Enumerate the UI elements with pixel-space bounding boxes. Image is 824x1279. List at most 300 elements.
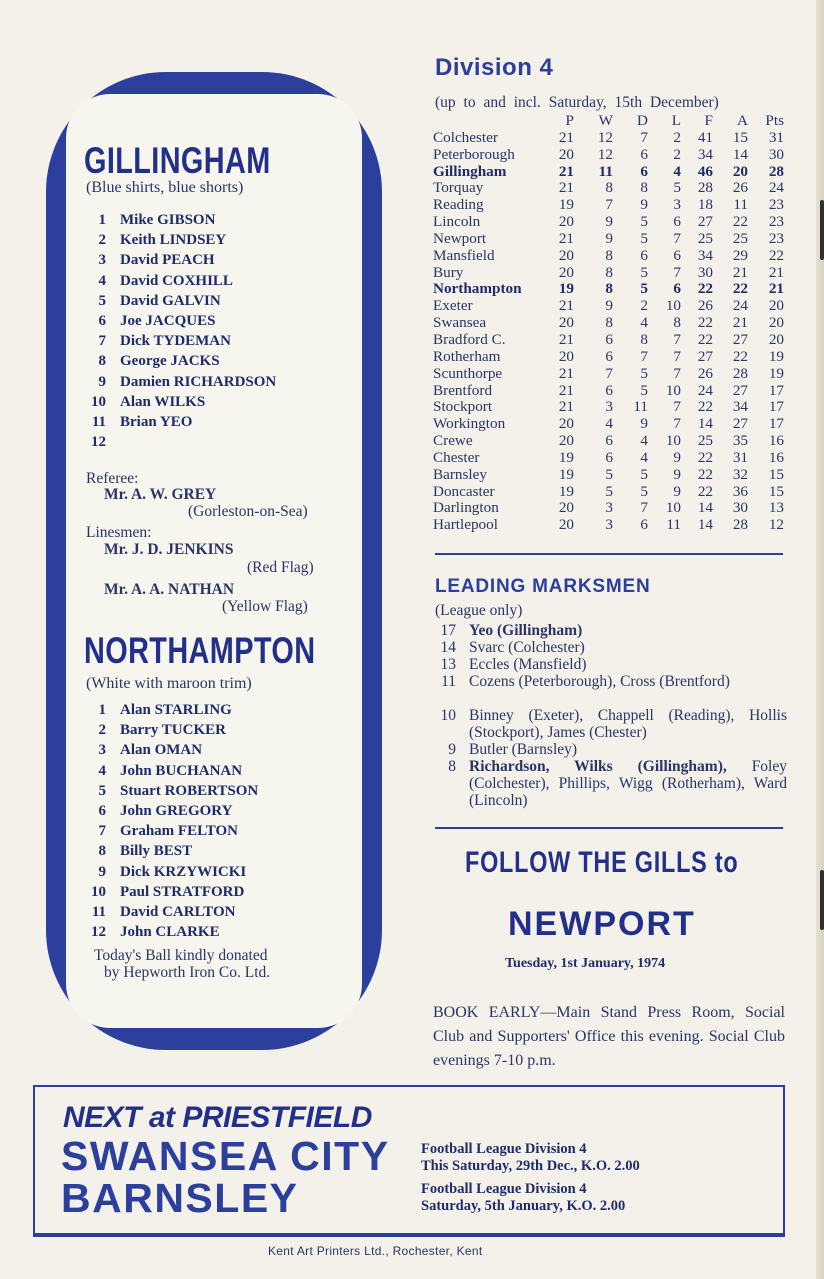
player-number: 11 xyxy=(91,903,106,920)
league-cell-w: 8 xyxy=(605,246,613,264)
league-header-p: P xyxy=(565,112,574,129)
player-name: David COXHILL xyxy=(120,272,233,289)
player-number: 3 xyxy=(98,252,106,269)
follow-destination: NEWPORT xyxy=(508,905,696,943)
league-cell-l: 9 xyxy=(673,448,681,466)
league-cell-f: 22 xyxy=(697,448,713,466)
league-cell-pts: 22 xyxy=(768,246,784,264)
player-name: Brian YEO xyxy=(120,413,193,430)
player-name: John CLARKE xyxy=(120,924,220,941)
player-number: 8 xyxy=(98,353,106,370)
player-name: Alan WILKS xyxy=(120,393,206,410)
league-cell-f: 26 xyxy=(697,364,713,382)
league-row xyxy=(433,214,784,231)
referee-name: Mr. A. W. GREY xyxy=(104,486,217,503)
marksman-names: Eccles (Mansfield) xyxy=(469,656,587,673)
league-cell-f: 22 xyxy=(697,330,713,348)
league-cell-p: 20 xyxy=(558,415,574,433)
player-row xyxy=(86,884,326,904)
league-cell-d: 5 xyxy=(640,229,648,247)
league-cell-w: 7 xyxy=(605,364,613,382)
league-row xyxy=(433,180,784,197)
league-team-name: Darlington xyxy=(433,499,499,517)
league-cell-l: 10 xyxy=(665,499,681,517)
player-row xyxy=(86,293,326,313)
gillingham-player-list xyxy=(86,212,326,454)
league-cell-a: 22 xyxy=(732,213,748,231)
printer-credit: Kent Art Printers Ltd., Rochester, Kent xyxy=(268,1244,483,1258)
player-row xyxy=(86,232,326,252)
league-cell-a: 31 xyxy=(732,448,748,466)
league-cell-l: 6 xyxy=(673,280,681,298)
referee-town: (Gorleston-on-Sea) xyxy=(188,503,308,520)
player-name: Billy BEST xyxy=(120,843,193,860)
player-row xyxy=(86,212,326,232)
league-cell-l: 6 xyxy=(673,246,681,264)
league-cell-f: 27 xyxy=(697,213,713,231)
league-cell-p: 21 xyxy=(558,297,574,315)
league-cell-l: 9 xyxy=(673,465,681,483)
linesman1-name: Mr. J. D. JENKINS xyxy=(104,541,234,558)
player-number: 8 xyxy=(98,843,106,860)
league-cell-d: 4 xyxy=(640,448,648,466)
league-row xyxy=(433,517,784,534)
marksman-goals: 14 xyxy=(440,639,456,656)
league-team-name: Reading xyxy=(433,196,484,214)
league-cell-w: 5 xyxy=(605,482,613,500)
player-row xyxy=(86,434,326,454)
league-cell-d: 6 xyxy=(640,516,648,534)
league-cell-f: 18 xyxy=(697,196,713,214)
league-cell-a: 20 xyxy=(732,162,748,180)
league-cell-p: 20 xyxy=(558,347,574,365)
player-row xyxy=(86,273,326,293)
league-cell-d: 4 xyxy=(640,432,648,450)
league-cell-w: 11 xyxy=(598,162,613,180)
league-team-name: Crewe xyxy=(433,432,473,450)
league-cell-a: 28 xyxy=(732,364,748,382)
player-row xyxy=(86,783,326,803)
league-cell-pts: 19 xyxy=(768,364,784,382)
league-cell-pts: 21 xyxy=(768,263,784,281)
league-cell-w: 6 xyxy=(605,330,613,348)
league-cell-f: 34 xyxy=(697,145,713,163)
league-cell-a: 24 xyxy=(732,297,748,315)
marksman-names-rest: Foley (Colchester), Phillips, Wigg (Rotherham), Ward (Lincoln) xyxy=(469,758,787,809)
league-cell-f: 22 xyxy=(697,398,713,416)
league-row xyxy=(433,484,784,501)
league-cell-pts: 20 xyxy=(768,330,784,348)
league-team-name: Stockport xyxy=(433,398,493,416)
marksman-goals: 17 xyxy=(440,622,456,639)
league-row xyxy=(433,248,784,265)
league-cell-f: 25 xyxy=(697,432,713,450)
league-cell-a: 36 xyxy=(732,482,748,500)
league-cell-w: 8 xyxy=(605,280,613,298)
player-row xyxy=(86,414,326,434)
league-cell-pts: 15 xyxy=(768,482,784,500)
league-cell-a: 21 xyxy=(732,314,748,332)
league-cell-d: 6 xyxy=(640,145,648,163)
league-cell-pts: 30 xyxy=(768,145,784,163)
player-number: 6 xyxy=(98,802,106,819)
league-cell-l: 8 xyxy=(673,314,681,332)
league-cell-a: 21 xyxy=(732,263,748,281)
league-row xyxy=(433,281,784,298)
league-cell-l: 7 xyxy=(673,330,681,348)
league-cell-p: 20 xyxy=(558,516,574,534)
league-row xyxy=(433,130,784,147)
league-cell-a: 30 xyxy=(732,499,748,517)
marksman-entry xyxy=(430,639,790,656)
league-team-name: Bradford C. xyxy=(433,330,506,348)
league-cell-a: 25 xyxy=(732,229,748,247)
league-cell-l: 10 xyxy=(665,381,681,399)
ball-donor-line1: Today's Ball kindly donated xyxy=(94,947,268,964)
player-number: 4 xyxy=(98,272,106,289)
league-row xyxy=(433,500,784,517)
player-row xyxy=(86,353,326,373)
league-team-name: Gillingham xyxy=(433,162,507,180)
league-cell-f: 22 xyxy=(697,314,713,332)
marksman-goals: 9 xyxy=(448,741,456,758)
league-cell-l: 11 xyxy=(666,516,681,534)
marksman-entry xyxy=(430,707,790,741)
league-team-name: Mansfield xyxy=(433,246,495,264)
player-number: 10 xyxy=(91,393,106,410)
league-cell-f: 22 xyxy=(697,482,713,500)
league-cell-d: 2 xyxy=(640,297,648,315)
marksmen-subtitle: (League only) xyxy=(435,602,523,619)
league-cell-p: 19 xyxy=(558,465,574,483)
league-cell-l: 7 xyxy=(673,263,681,281)
league-cell-l: 4 xyxy=(673,162,681,180)
follow-heading: FOLLOW THE GILLS to xyxy=(465,846,739,879)
marksman-names-bold: Richardson, Wilks (Gillingham), xyxy=(469,758,727,775)
league-cell-a: 22 xyxy=(732,280,748,298)
league-cell-p: 20 xyxy=(558,213,574,231)
marksman-names xyxy=(469,758,787,809)
league-cell-f: 24 xyxy=(697,381,713,399)
league-row xyxy=(433,366,784,383)
league-header-team xyxy=(433,113,552,130)
league-cell-p: 21 xyxy=(558,128,574,146)
league-cell-p: 20 xyxy=(558,314,574,332)
fixture-1 xyxy=(421,1141,640,1175)
league-cell-d: 6 xyxy=(640,246,648,264)
player-number: 9 xyxy=(98,373,106,390)
marksman-names: Svarc (Colchester) xyxy=(469,639,585,656)
league-row xyxy=(433,383,784,400)
league-team-name: Workington xyxy=(433,415,506,433)
league-header-f: F xyxy=(704,112,713,129)
league-cell-a: 27 xyxy=(732,415,748,433)
league-cell-pts: 23 xyxy=(768,229,784,247)
league-team-name: Doncaster xyxy=(433,482,495,500)
player-name: Paul STRATFORD xyxy=(120,883,245,900)
league-team-name: Brentford xyxy=(433,381,493,399)
league-team-name: Lincoln xyxy=(433,213,481,231)
league-row xyxy=(433,349,784,366)
division-title: Division 4 xyxy=(435,54,554,81)
league-team-name: Colchester xyxy=(433,128,498,146)
player-row xyxy=(86,763,326,783)
league-cell-pts: 17 xyxy=(768,415,784,433)
marksman-goals: 8 xyxy=(448,758,456,775)
league-team-name: Torquay xyxy=(433,179,484,197)
league-cell-w: 3 xyxy=(605,516,613,534)
league-cell-w: 9 xyxy=(605,229,613,247)
player-name: George JACKS xyxy=(120,353,220,370)
player-name: Damien RICHARDSON xyxy=(120,373,277,390)
league-cell-l: 10 xyxy=(665,432,681,450)
fixture-2-competition: Football League Division 4 xyxy=(421,1181,587,1197)
ball-donor-line2: by Hepworth Iron Co. Ltd. xyxy=(104,964,271,981)
league-team-name: Bury xyxy=(433,263,464,281)
league-cell-d: 5 xyxy=(640,465,648,483)
league-cell-p: 21 xyxy=(558,330,574,348)
league-cell-pts: 16 xyxy=(768,448,784,466)
league-cell-f: 34 xyxy=(697,246,713,264)
league-cell-pts: 13 xyxy=(768,499,784,517)
fixture-1-date: This Saturday, 29th Dec., K.O. 2.00 xyxy=(421,1158,640,1174)
player-number: 5 xyxy=(98,292,106,309)
northampton-player-list xyxy=(86,702,326,944)
league-cell-pts: 31 xyxy=(768,128,784,146)
fixture-2-date: Saturday, 5th January, K.O. 2.00 xyxy=(421,1198,626,1214)
league-cell-w: 9 xyxy=(605,213,613,231)
league-cell-l: 7 xyxy=(673,398,681,416)
league-cell-d: 5 xyxy=(640,213,648,231)
league-cell-pts: 20 xyxy=(768,297,784,315)
league-cell-p: 19 xyxy=(558,280,574,298)
league-row xyxy=(433,433,784,450)
league-team-name: Hartlepool xyxy=(433,516,498,534)
league-cell-p: 20 xyxy=(558,145,574,163)
league-cell-f: 41 xyxy=(697,128,713,146)
marksman-entry xyxy=(430,741,790,758)
league-cell-w: 6 xyxy=(605,347,613,365)
league-row xyxy=(433,147,784,164)
league-cell-a: 26 xyxy=(732,179,748,197)
league-cell-w: 6 xyxy=(605,432,613,450)
league-header-w: W xyxy=(598,112,613,129)
binding-mark xyxy=(820,200,824,260)
league-cell-w: 6 xyxy=(605,448,613,466)
marksman-entry xyxy=(430,758,790,809)
league-cell-w: 3 xyxy=(605,398,613,416)
player-row xyxy=(86,924,326,944)
league-cell-w: 3 xyxy=(605,499,613,517)
marksman-entry xyxy=(430,673,790,707)
league-cell-d: 8 xyxy=(640,330,648,348)
player-name: Dick KRZYWICKI xyxy=(120,863,247,880)
league-row xyxy=(433,197,784,214)
league-table xyxy=(433,113,784,534)
referee-label: Referee: xyxy=(86,470,139,487)
league-team-name: Northampton xyxy=(433,280,522,298)
league-row xyxy=(433,164,784,181)
league-cell-p: 21 xyxy=(558,381,574,399)
player-name: Alan OMAN xyxy=(120,742,203,759)
league-cell-l: 2 xyxy=(673,128,681,146)
booking-note: BOOK EARLY—Main Stand Press Room, Social Club and Supporters' Office this evening. Social Club evenings 7-10 p.m. xyxy=(433,1004,785,1069)
league-cell-d: 5 xyxy=(640,364,648,382)
player-number: 4 xyxy=(98,762,106,779)
player-row xyxy=(86,702,326,722)
fixture-2 xyxy=(421,1181,625,1215)
league-cell-a: 32 xyxy=(732,465,748,483)
league-cell-p: 19 xyxy=(558,482,574,500)
league-cell-pts: 20 xyxy=(768,314,784,332)
player-row xyxy=(86,742,326,762)
player-name: Keith LINDSEY xyxy=(120,232,227,249)
league-cell-d: 6 xyxy=(640,162,648,180)
league-cell-a: 14 xyxy=(732,145,748,163)
league-row xyxy=(433,298,784,315)
northampton-kit: (White with maroon trim) xyxy=(86,675,252,692)
league-row xyxy=(433,399,784,416)
league-cell-a: 34 xyxy=(732,398,748,416)
league-cell-pts: 23 xyxy=(768,196,784,214)
league-team-name: Barnsley xyxy=(433,465,487,483)
league-cell-pts: 17 xyxy=(768,381,784,399)
league-cell-l: 5 xyxy=(673,179,681,197)
league-team-name: Peterborough xyxy=(433,145,515,163)
league-team-name: Newport xyxy=(433,229,487,247)
player-number: 7 xyxy=(98,333,106,350)
linesmen-label: Linesmen: xyxy=(86,524,152,541)
league-row xyxy=(433,231,784,248)
league-cell-l: 10 xyxy=(665,297,681,315)
league-header-l: L xyxy=(671,112,681,129)
league-cell-pts: 19 xyxy=(768,347,784,365)
league-cell-d: 7 xyxy=(640,347,648,365)
player-number: 2 xyxy=(98,722,106,739)
league-cell-a: 15 xyxy=(732,128,748,146)
marksman-goals: 13 xyxy=(440,656,456,673)
player-name: Barry TUCKER xyxy=(120,722,226,739)
player-name: John BUCHANAN xyxy=(120,762,243,779)
league-cell-d: 5 xyxy=(640,263,648,281)
league-cell-f: 22 xyxy=(697,465,713,483)
league-cell-w: 8 xyxy=(605,179,613,197)
player-row xyxy=(86,394,326,414)
league-header-a: A xyxy=(737,112,748,129)
league-row xyxy=(433,467,784,484)
league-cell-w: 4 xyxy=(605,415,613,433)
league-team-name: Exeter xyxy=(433,297,473,315)
league-row xyxy=(433,416,784,433)
player-number: 2 xyxy=(98,232,106,249)
league-cell-l: 7 xyxy=(673,229,681,247)
player-row xyxy=(86,823,326,843)
player-row xyxy=(86,803,326,823)
league-cell-l: 7 xyxy=(673,347,681,365)
player-row xyxy=(86,313,326,333)
marksman-entry xyxy=(430,656,790,673)
league-cell-w: 8 xyxy=(605,314,613,332)
divider-rule xyxy=(435,827,783,829)
league-cell-p: 21 xyxy=(558,162,574,180)
player-number: 5 xyxy=(98,782,106,799)
league-cell-a: 28 xyxy=(732,516,748,534)
league-cell-d: 7 xyxy=(640,128,648,146)
divider-rule xyxy=(435,553,783,555)
league-cell-d: 11 xyxy=(633,398,648,416)
next-fixtures-box xyxy=(33,1085,785,1237)
division-subtitle: (up to and incl. Saturday, 15th December) xyxy=(435,94,719,111)
player-name: David GALVIN xyxy=(120,292,221,309)
player-number: 3 xyxy=(98,742,106,759)
league-cell-pts: 16 xyxy=(768,432,784,450)
linesman1-flag: (Red Flag) xyxy=(247,559,314,576)
league-cell-p: 21 xyxy=(558,179,574,197)
player-number: 6 xyxy=(98,312,106,329)
league-cell-w: 8 xyxy=(605,263,613,281)
player-name: Graham FELTON xyxy=(120,823,238,840)
league-cell-p: 20 xyxy=(558,499,574,517)
marksman-goals: 10 xyxy=(440,707,456,724)
player-number: 11 xyxy=(91,413,106,430)
gillingham-kit: (Blue shirts, blue shorts) xyxy=(86,179,244,196)
player-number: 10 xyxy=(91,883,106,900)
league-header-d: D xyxy=(637,112,648,129)
league-team-name: Chester xyxy=(433,448,480,466)
league-cell-f: 26 xyxy=(697,297,713,315)
league-cell-pts: 12 xyxy=(768,516,784,534)
league-cell-d: 5 xyxy=(640,381,648,399)
league-cell-a: 22 xyxy=(732,347,748,365)
player-row xyxy=(86,843,326,863)
league-cell-d: 7 xyxy=(640,499,648,517)
league-cell-p: 20 xyxy=(558,263,574,281)
league-cell-f: 25 xyxy=(697,229,713,247)
league-cell-l: 7 xyxy=(673,364,681,382)
player-number: 7 xyxy=(98,823,106,840)
league-cell-l: 3 xyxy=(673,196,681,214)
player-row xyxy=(86,864,326,884)
league-cell-pts: 28 xyxy=(768,162,784,180)
league-cell-w: 9 xyxy=(605,297,613,315)
league-cell-pts: 23 xyxy=(768,213,784,231)
league-team-name: Swansea xyxy=(433,314,487,332)
player-name: John GREGORY xyxy=(120,802,233,819)
player-number: 9 xyxy=(98,863,106,880)
league-cell-p: 19 xyxy=(558,448,574,466)
league-cell-l: 6 xyxy=(673,213,681,231)
league-row xyxy=(433,332,784,349)
league-cell-l: 9 xyxy=(673,482,681,500)
player-number: 12 xyxy=(91,434,106,451)
linesman2-name: Mr. A. A. NATHAN xyxy=(104,581,235,598)
follow-date: Tuesday, 1st January, 1974 xyxy=(505,956,666,971)
player-row xyxy=(86,252,326,272)
player-name: David PEACH xyxy=(120,252,215,269)
league-cell-d: 8 xyxy=(640,179,648,197)
marksman-names: Cozens (Peterborough), Cross (Brentford) xyxy=(469,673,730,690)
fixture-1-competition: Football League Division 4 xyxy=(421,1141,587,1157)
league-cell-w: 5 xyxy=(605,465,613,483)
league-cell-f: 46 xyxy=(697,162,713,180)
league-cell-pts: 17 xyxy=(768,398,784,416)
league-cell-p: 21 xyxy=(558,364,574,382)
league-cell-w: 7 xyxy=(605,196,613,214)
league-team-name: Rotherham xyxy=(433,347,501,365)
binding-mark xyxy=(820,870,824,930)
player-name: Dick TYDEMAN xyxy=(120,333,231,350)
league-header-pts: Pts xyxy=(765,112,784,129)
